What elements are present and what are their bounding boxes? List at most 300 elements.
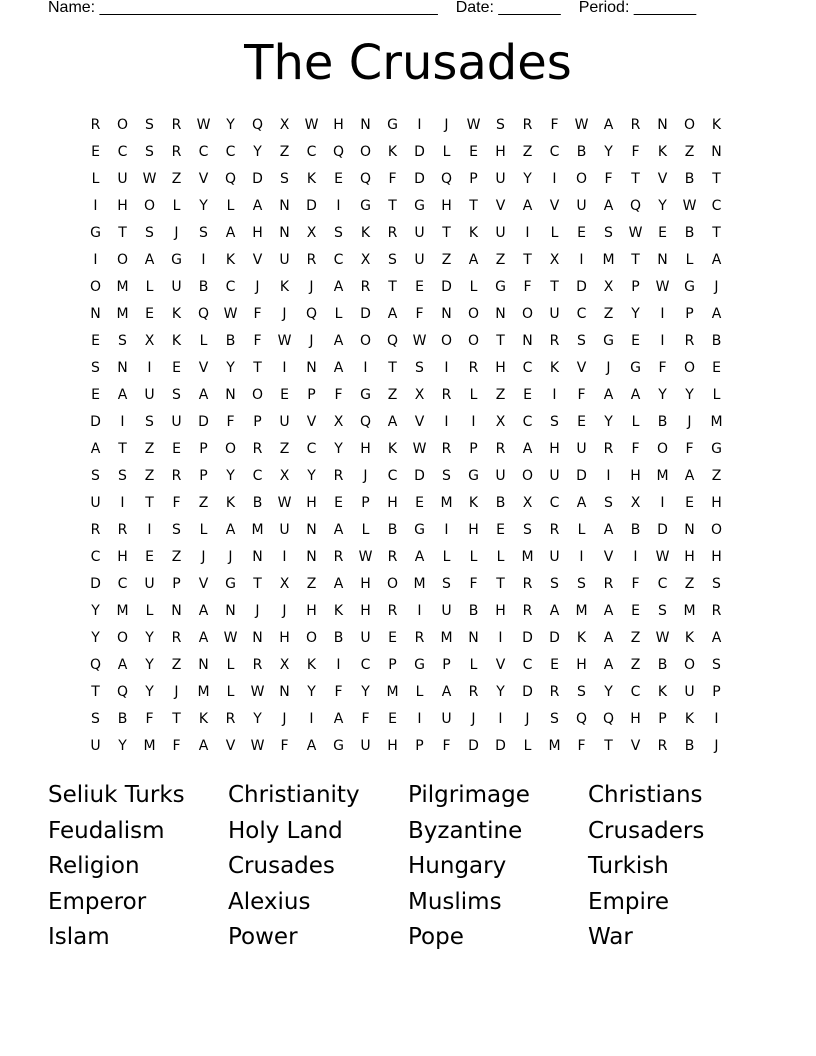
grid-letter[interactable]: U bbox=[441, 602, 452, 619]
grid-letter[interactable]: G bbox=[414, 656, 425, 673]
grid-letter[interactable]: L bbox=[199, 521, 208, 538]
grid-letter[interactable]: E bbox=[631, 332, 640, 349]
grid-letter[interactable]: M bbox=[440, 629, 453, 646]
grid-letter[interactable]: B bbox=[657, 413, 668, 430]
grid-letter[interactable]: N bbox=[171, 602, 182, 619]
grid-letter[interactable]: O bbox=[575, 170, 588, 187]
grid-letter[interactable]: S bbox=[280, 170, 289, 187]
grid-letter[interactable]: O bbox=[116, 116, 129, 133]
grid-letter[interactable]: H bbox=[306, 602, 317, 619]
grid-letter[interactable]: B bbox=[117, 710, 128, 727]
grid-letter[interactable]: G bbox=[360, 197, 371, 214]
grid-letter[interactable]: C bbox=[522, 359, 533, 376]
grid-letter[interactable]: N bbox=[198, 656, 209, 673]
grid-letter[interactable]: K bbox=[306, 170, 317, 187]
grid-letter[interactable]: I bbox=[444, 413, 449, 430]
grid-letter[interactable]: J bbox=[714, 737, 719, 754]
grid-letter[interactable]: G bbox=[171, 251, 182, 268]
grid-letter[interactable]: R bbox=[333, 467, 344, 484]
grid-letter[interactable]: I bbox=[336, 197, 341, 214]
grid-letter[interactable]: A bbox=[333, 332, 344, 349]
grid-letter[interactable]: V bbox=[225, 737, 236, 754]
grid-letter[interactable]: R bbox=[360, 278, 371, 295]
grid-letter[interactable]: W bbox=[304, 116, 319, 133]
grid-letter[interactable]: F bbox=[334, 386, 343, 403]
grid-letter[interactable]: S bbox=[388, 251, 397, 268]
grid-letter[interactable]: T bbox=[496, 332, 505, 349]
grid-letter[interactable]: R bbox=[171, 629, 182, 646]
grid-letter[interactable]: R bbox=[522, 116, 533, 133]
grid-letter[interactable]: E bbox=[415, 494, 424, 511]
grid-letter[interactable]: V bbox=[198, 170, 209, 187]
grid-letter[interactable]: T bbox=[523, 251, 532, 268]
grid-letter[interactable]: Z bbox=[684, 143, 695, 160]
grid-letter[interactable]: V bbox=[306, 413, 317, 430]
grid-letter[interactable]: W bbox=[412, 440, 427, 457]
grid-letter[interactable]: F bbox=[577, 737, 586, 754]
grid-letter[interactable]: F bbox=[631, 575, 640, 592]
grid-letter[interactable]: D bbox=[252, 170, 263, 187]
grid-letter[interactable]: R bbox=[549, 332, 560, 349]
grid-letter[interactable]: R bbox=[468, 359, 479, 376]
grid-letter[interactable]: C bbox=[522, 656, 533, 673]
grid-letter[interactable]: W bbox=[142, 170, 157, 187]
grid-letter[interactable]: U bbox=[279, 521, 290, 538]
grid-letter[interactable]: F bbox=[631, 440, 640, 457]
grid-letter[interactable]: J bbox=[687, 413, 692, 430]
grid-letter[interactable]: K bbox=[576, 629, 587, 646]
grid-letter[interactable]: K bbox=[225, 494, 236, 511]
grid-letter[interactable]: A bbox=[630, 386, 641, 403]
grid-letter[interactable]: A bbox=[414, 548, 425, 565]
grid-letter[interactable]: G bbox=[414, 521, 425, 538]
grid-letter[interactable]: B bbox=[495, 494, 506, 511]
grid-letter[interactable]: Q bbox=[386, 332, 399, 349]
grid-letter[interactable]: A bbox=[549, 602, 560, 619]
grid-letter[interactable]: W bbox=[250, 737, 265, 754]
grid-letter[interactable]: Y bbox=[496, 683, 505, 700]
date-field[interactable]: Date: _______ bbox=[455, 0, 561, 16]
grid-letter[interactable]: O bbox=[467, 305, 480, 322]
grid-letter[interactable]: H bbox=[306, 494, 317, 511]
grid-letter[interactable]: K bbox=[198, 710, 209, 727]
grid-letter[interactable]: R bbox=[171, 116, 182, 133]
grid-letter[interactable]: P bbox=[658, 710, 667, 727]
grid-letter[interactable]: O bbox=[683, 359, 696, 376]
grid-letter[interactable]: J bbox=[309, 278, 314, 295]
grid-letter[interactable]: T bbox=[631, 170, 640, 187]
grid-letter[interactable]: I bbox=[147, 521, 152, 538]
grid-letter[interactable]: N bbox=[522, 332, 533, 349]
grid-letter[interactable]: B bbox=[711, 332, 722, 349]
grid-letter[interactable]: L bbox=[145, 278, 154, 295]
grid-letter[interactable]: T bbox=[712, 170, 721, 187]
grid-letter[interactable]: W bbox=[655, 548, 670, 565]
grid-letter[interactable]: E bbox=[172, 440, 181, 457]
grid-letter[interactable]: U bbox=[576, 197, 587, 214]
grid-letter[interactable]: X bbox=[360, 251, 371, 268]
grid-letter[interactable]: P bbox=[307, 386, 316, 403]
grid-letter[interactable]: E bbox=[415, 278, 424, 295]
grid-letter[interactable]: L bbox=[550, 224, 559, 241]
grid-letter[interactable]: N bbox=[306, 521, 317, 538]
grid-letter[interactable]: T bbox=[145, 494, 154, 511]
grid-letter[interactable]: M bbox=[116, 278, 129, 295]
grid-letter[interactable]: B bbox=[198, 278, 209, 295]
grid-letter[interactable]: R bbox=[549, 521, 560, 538]
grid-letter[interactable]: N bbox=[252, 548, 263, 565]
grid-letter[interactable]: Q bbox=[197, 305, 210, 322]
grid-letter[interactable]: C bbox=[306, 440, 317, 457]
grid-letter[interactable]: D bbox=[414, 467, 425, 484]
grid-letter[interactable]: E bbox=[496, 521, 505, 538]
grid-letter[interactable]: L bbox=[685, 251, 694, 268]
grid-letter[interactable]: B bbox=[225, 332, 236, 349]
grid-letter[interactable]: V bbox=[495, 656, 506, 673]
grid-letter[interactable]: F bbox=[523, 278, 532, 295]
grid-letter[interactable]: Y bbox=[118, 737, 127, 754]
grid-letter[interactable]: X bbox=[495, 413, 506, 430]
grid-letter[interactable]: H bbox=[495, 143, 506, 160]
grid-letter[interactable]: Z bbox=[684, 575, 695, 592]
grid-letter[interactable]: U bbox=[441, 710, 452, 727]
grid-letter[interactable]: S bbox=[91, 467, 100, 484]
grid-letter[interactable]: L bbox=[172, 197, 181, 214]
grid-letter[interactable]: H bbox=[387, 494, 398, 511]
grid-letter[interactable]: X bbox=[549, 251, 560, 268]
grid-letter[interactable]: R bbox=[333, 548, 344, 565]
grid-letter[interactable]: W bbox=[412, 332, 427, 349]
grid-letter[interactable]: E bbox=[388, 629, 397, 646]
grid-letter[interactable]: L bbox=[469, 386, 478, 403]
grid-letter[interactable]: K bbox=[711, 116, 722, 133]
grid-letter[interactable]: R bbox=[171, 467, 182, 484]
grid-letter[interactable]: W bbox=[250, 683, 265, 700]
grid-letter[interactable]: U bbox=[549, 305, 560, 322]
grid-letter[interactable]: I bbox=[309, 710, 314, 727]
grid-letter[interactable]: R bbox=[387, 224, 398, 241]
grid-letter[interactable]: F bbox=[253, 305, 262, 322]
grid-letter[interactable]: M bbox=[251, 521, 264, 538]
grid-letter[interactable]: Z bbox=[495, 386, 506, 403]
grid-letter[interactable]: O bbox=[89, 278, 102, 295]
grid-letter[interactable]: Z bbox=[441, 251, 452, 268]
grid-letter[interactable]: U bbox=[576, 440, 587, 457]
grid-letter[interactable]: P bbox=[442, 656, 451, 673]
grid-letter[interactable]: E bbox=[334, 170, 343, 187]
grid-letter[interactable]: W bbox=[655, 278, 670, 295]
grid-letter[interactable]: W bbox=[358, 548, 373, 565]
grid-letter[interactable]: V bbox=[198, 575, 209, 592]
grid-letter[interactable]: Q bbox=[359, 413, 372, 430]
grid-letter[interactable]: I bbox=[93, 197, 98, 214]
grid-letter[interactable]: R bbox=[522, 575, 533, 592]
grid-letter[interactable]: D bbox=[657, 521, 668, 538]
grid-letter[interactable]: K bbox=[387, 440, 398, 457]
grid-letter[interactable]: R bbox=[468, 683, 479, 700]
grid-letter[interactable]: R bbox=[549, 683, 560, 700]
grid-letter[interactable]: F bbox=[253, 332, 262, 349]
grid-letter[interactable]: E bbox=[550, 656, 559, 673]
grid-letter[interactable]: G bbox=[387, 116, 398, 133]
grid-letter[interactable]: S bbox=[334, 224, 343, 241]
grid-letter[interactable]: T bbox=[469, 197, 478, 214]
grid-letter[interactable]: E bbox=[145, 548, 154, 565]
grid-letter[interactable]: T bbox=[631, 251, 640, 268]
grid-letter[interactable]: S bbox=[496, 116, 505, 133]
grid-letter[interactable]: F bbox=[226, 413, 235, 430]
grid-letter[interactable]: U bbox=[549, 467, 560, 484]
grid-letter[interactable]: M bbox=[602, 251, 615, 268]
grid-letter[interactable]: Q bbox=[116, 683, 129, 700]
grid-letter[interactable]: A bbox=[441, 683, 452, 700]
grid-letter[interactable]: X bbox=[144, 332, 155, 349]
grid-letter[interactable]: D bbox=[522, 683, 533, 700]
grid-letter[interactable]: Y bbox=[307, 467, 316, 484]
grid-letter[interactable]: Y bbox=[523, 170, 532, 187]
grid-letter[interactable]: Y bbox=[91, 629, 100, 646]
grid-letter[interactable]: U bbox=[117, 170, 128, 187]
grid-letter[interactable]: W bbox=[655, 629, 670, 646]
grid-letter[interactable]: E bbox=[577, 224, 586, 241]
grid-letter[interactable]: S bbox=[577, 575, 586, 592]
grid-letter[interactable]: R bbox=[306, 251, 317, 268]
grid-letter[interactable]: O bbox=[521, 305, 534, 322]
grid-letter[interactable]: R bbox=[252, 440, 263, 457]
grid-letter[interactable]: S bbox=[604, 224, 613, 241]
grid-letter[interactable]: I bbox=[498, 710, 503, 727]
grid-letter[interactable]: N bbox=[225, 386, 236, 403]
grid-letter[interactable]: Z bbox=[144, 440, 155, 457]
grid-letter[interactable]: S bbox=[550, 413, 559, 430]
grid-letter[interactable]: T bbox=[118, 224, 127, 241]
grid-letter[interactable]: L bbox=[145, 602, 154, 619]
grid-letter[interactable]: K bbox=[684, 629, 695, 646]
grid-letter[interactable]: O bbox=[305, 629, 318, 646]
grid-letter[interactable]: J bbox=[282, 305, 287, 322]
grid-letter[interactable]: H bbox=[711, 494, 722, 511]
grid-letter[interactable]: Q bbox=[440, 170, 453, 187]
grid-letter[interactable]: T bbox=[118, 440, 127, 457]
grid-letter[interactable]: R bbox=[630, 116, 641, 133]
grid-letter[interactable]: J bbox=[309, 332, 314, 349]
grid-letter[interactable]: A bbox=[603, 656, 614, 673]
grid-letter[interactable]: F bbox=[280, 737, 289, 754]
grid-letter[interactable]: G bbox=[684, 278, 695, 295]
grid-letter[interactable]: V bbox=[495, 197, 506, 214]
grid-letter[interactable]: O bbox=[359, 143, 372, 160]
grid-letter[interactable]: W bbox=[466, 116, 481, 133]
grid-letter[interactable]: F bbox=[172, 494, 181, 511]
grid-letter[interactable]: Z bbox=[711, 467, 722, 484]
grid-letter[interactable]: W bbox=[223, 629, 238, 646]
grid-letter[interactable]: C bbox=[711, 197, 722, 214]
grid-letter[interactable]: S bbox=[145, 116, 154, 133]
grid-letter[interactable]: O bbox=[224, 440, 237, 457]
grid-letter[interactable]: T bbox=[496, 575, 505, 592]
grid-letter[interactable]: N bbox=[279, 683, 290, 700]
grid-letter[interactable]: Q bbox=[224, 170, 237, 187]
grid-letter[interactable]: G bbox=[225, 575, 236, 592]
grid-letter[interactable]: Y bbox=[604, 143, 613, 160]
grid-letter[interactable]: X bbox=[279, 656, 290, 673]
grid-letter[interactable]: A bbox=[522, 440, 533, 457]
grid-letter[interactable]: X bbox=[306, 224, 317, 241]
grid-letter[interactable]: H bbox=[495, 359, 506, 376]
grid-letter[interactable]: E bbox=[172, 359, 181, 376]
grid-letter[interactable]: F bbox=[334, 683, 343, 700]
grid-letter[interactable]: V bbox=[603, 548, 614, 565]
grid-letter[interactable]: V bbox=[657, 170, 668, 187]
grid-letter[interactable]: Z bbox=[495, 251, 506, 268]
grid-letter[interactable]: T bbox=[604, 737, 613, 754]
grid-letter[interactable]: S bbox=[91, 710, 100, 727]
grid-letter[interactable]: D bbox=[306, 197, 317, 214]
grid-letter[interactable]: X bbox=[279, 116, 290, 133]
grid-letter[interactable]: M bbox=[656, 467, 669, 484]
grid-letter[interactable]: Z bbox=[279, 440, 290, 457]
grid-letter[interactable]: W bbox=[223, 305, 238, 322]
grid-letter[interactable]: A bbox=[90, 440, 101, 457]
grid-letter[interactable]: Z bbox=[387, 386, 398, 403]
grid-letter[interactable]: U bbox=[495, 224, 506, 241]
grid-letter[interactable]: J bbox=[444, 116, 449, 133]
grid-letter[interactable]: M bbox=[197, 683, 210, 700]
grid-letter[interactable]: S bbox=[118, 332, 127, 349]
grid-letter[interactable]: G bbox=[414, 197, 425, 214]
grid-letter[interactable]: N bbox=[279, 224, 290, 241]
grid-letter[interactable]: K bbox=[468, 224, 479, 241]
grid-letter[interactable]: A bbox=[198, 737, 209, 754]
grid-letter[interactable]: S bbox=[577, 332, 586, 349]
grid-letter[interactable]: U bbox=[90, 737, 101, 754]
grid-letter[interactable]: P bbox=[631, 278, 640, 295]
grid-letter[interactable]: T bbox=[91, 683, 100, 700]
grid-letter[interactable]: U bbox=[495, 170, 506, 187]
grid-letter[interactable]: H bbox=[468, 521, 479, 538]
grid-letter[interactable]: K bbox=[549, 359, 560, 376]
grid-letter[interactable]: G bbox=[468, 467, 479, 484]
grid-letter[interactable]: Y bbox=[226, 359, 235, 376]
grid-letter[interactable]: K bbox=[171, 332, 182, 349]
grid-letter[interactable]: F bbox=[442, 737, 451, 754]
grid-letter[interactable]: A bbox=[387, 305, 398, 322]
grid-letter[interactable]: Y bbox=[631, 305, 640, 322]
grid-letter[interactable]: I bbox=[579, 251, 584, 268]
grid-letter[interactable]: J bbox=[282, 602, 287, 619]
grid-letter[interactable]: E bbox=[685, 494, 694, 511]
grid-letter[interactable]: S bbox=[172, 521, 181, 538]
grid-letter[interactable]: A bbox=[144, 251, 155, 268]
grid-letter[interactable]: Q bbox=[305, 305, 318, 322]
grid-letter[interactable]: N bbox=[306, 359, 317, 376]
grid-letter[interactable]: A bbox=[711, 251, 722, 268]
grid-letter[interactable]: K bbox=[171, 305, 182, 322]
grid-letter[interactable]: Z bbox=[630, 629, 641, 646]
grid-letter[interactable]: O bbox=[683, 656, 696, 673]
grid-letter[interactable]: E bbox=[280, 386, 289, 403]
grid-letter[interactable]: I bbox=[336, 656, 341, 673]
grid-letter[interactable]: M bbox=[413, 575, 426, 592]
grid-letter[interactable]: M bbox=[575, 602, 588, 619]
grid-letter[interactable]: S bbox=[145, 143, 154, 160]
grid-letter[interactable]: H bbox=[279, 629, 290, 646]
grid-letter[interactable]: B bbox=[468, 602, 479, 619]
grid-letter[interactable]: O bbox=[116, 629, 129, 646]
grid-letter[interactable]: U bbox=[144, 386, 155, 403]
grid-letter[interactable]: I bbox=[417, 116, 422, 133]
grid-letter[interactable]: G bbox=[90, 224, 101, 241]
grid-letter[interactable]: A bbox=[468, 251, 479, 268]
grid-letter[interactable]: A bbox=[711, 305, 722, 322]
grid-letter[interactable]: B bbox=[657, 656, 668, 673]
grid-letter[interactable]: N bbox=[117, 359, 128, 376]
grid-letter[interactable]: K bbox=[657, 683, 668, 700]
grid-letter[interactable]: I bbox=[579, 548, 584, 565]
grid-letter[interactable]: H bbox=[630, 467, 641, 484]
grid-letter[interactable]: U bbox=[279, 251, 290, 268]
grid-letter[interactable]: A bbox=[252, 197, 263, 214]
grid-letter[interactable]: J bbox=[282, 710, 287, 727]
grid-letter[interactable]: D bbox=[495, 737, 506, 754]
grid-letter[interactable]: O bbox=[116, 251, 129, 268]
grid-letter[interactable]: Y bbox=[334, 440, 343, 457]
grid-letter[interactable]: N bbox=[306, 548, 317, 565]
grid-letter[interactable]: A bbox=[522, 197, 533, 214]
grid-letter[interactable]: I bbox=[444, 521, 449, 538]
grid-letter[interactable]: P bbox=[253, 413, 262, 430]
grid-letter[interactable]: H bbox=[360, 602, 371, 619]
grid-letter[interactable]: U bbox=[414, 224, 425, 241]
grid-letter[interactable]: H bbox=[252, 224, 263, 241]
grid-letter[interactable]: Y bbox=[145, 656, 154, 673]
grid-letter[interactable]: N bbox=[684, 521, 695, 538]
grid-letter[interactable]: U bbox=[171, 278, 182, 295]
grid-letter[interactable]: O bbox=[521, 467, 534, 484]
grid-letter[interactable]: U bbox=[495, 467, 506, 484]
grid-letter[interactable]: Z bbox=[306, 575, 317, 592]
grid-letter[interactable]: K bbox=[468, 494, 479, 511]
grid-letter[interactable]: L bbox=[226, 683, 235, 700]
grid-letter[interactable]: C bbox=[306, 143, 317, 160]
grid-letter[interactable]: S bbox=[712, 656, 721, 673]
grid-letter[interactable]: A bbox=[603, 386, 614, 403]
grid-letter[interactable]: X bbox=[522, 494, 533, 511]
grid-letter[interactable]: C bbox=[657, 575, 668, 592]
grid-letter[interactable]: I bbox=[471, 413, 476, 430]
grid-letter[interactable]: Z bbox=[171, 170, 182, 187]
grid-letter[interactable]: O bbox=[251, 386, 264, 403]
grid-letter[interactable]: J bbox=[471, 710, 476, 727]
grid-letter[interactable]: P bbox=[415, 737, 424, 754]
grid-letter[interactable]: Y bbox=[91, 602, 100, 619]
grid-letter[interactable]: R bbox=[252, 656, 263, 673]
grid-letter[interactable]: L bbox=[442, 548, 451, 565]
grid-letter[interactable]: A bbox=[333, 521, 344, 538]
grid-letter[interactable]: Z bbox=[603, 305, 614, 322]
period-field[interactable]: Period: _______ bbox=[578, 0, 697, 16]
grid-letter[interactable]: B bbox=[684, 224, 695, 241]
grid-letter[interactable]: B bbox=[387, 521, 398, 538]
grid-letter[interactable]: V bbox=[414, 413, 425, 430]
grid-letter[interactable]: O bbox=[710, 521, 723, 538]
grid-letter[interactable]: Y bbox=[226, 116, 235, 133]
grid-letter[interactable]: L bbox=[523, 737, 532, 754]
grid-letter[interactable]: R bbox=[441, 386, 452, 403]
grid-letter[interactable]: F bbox=[172, 737, 181, 754]
grid-letter[interactable]: F bbox=[361, 710, 370, 727]
grid-letter[interactable]: C bbox=[333, 251, 344, 268]
